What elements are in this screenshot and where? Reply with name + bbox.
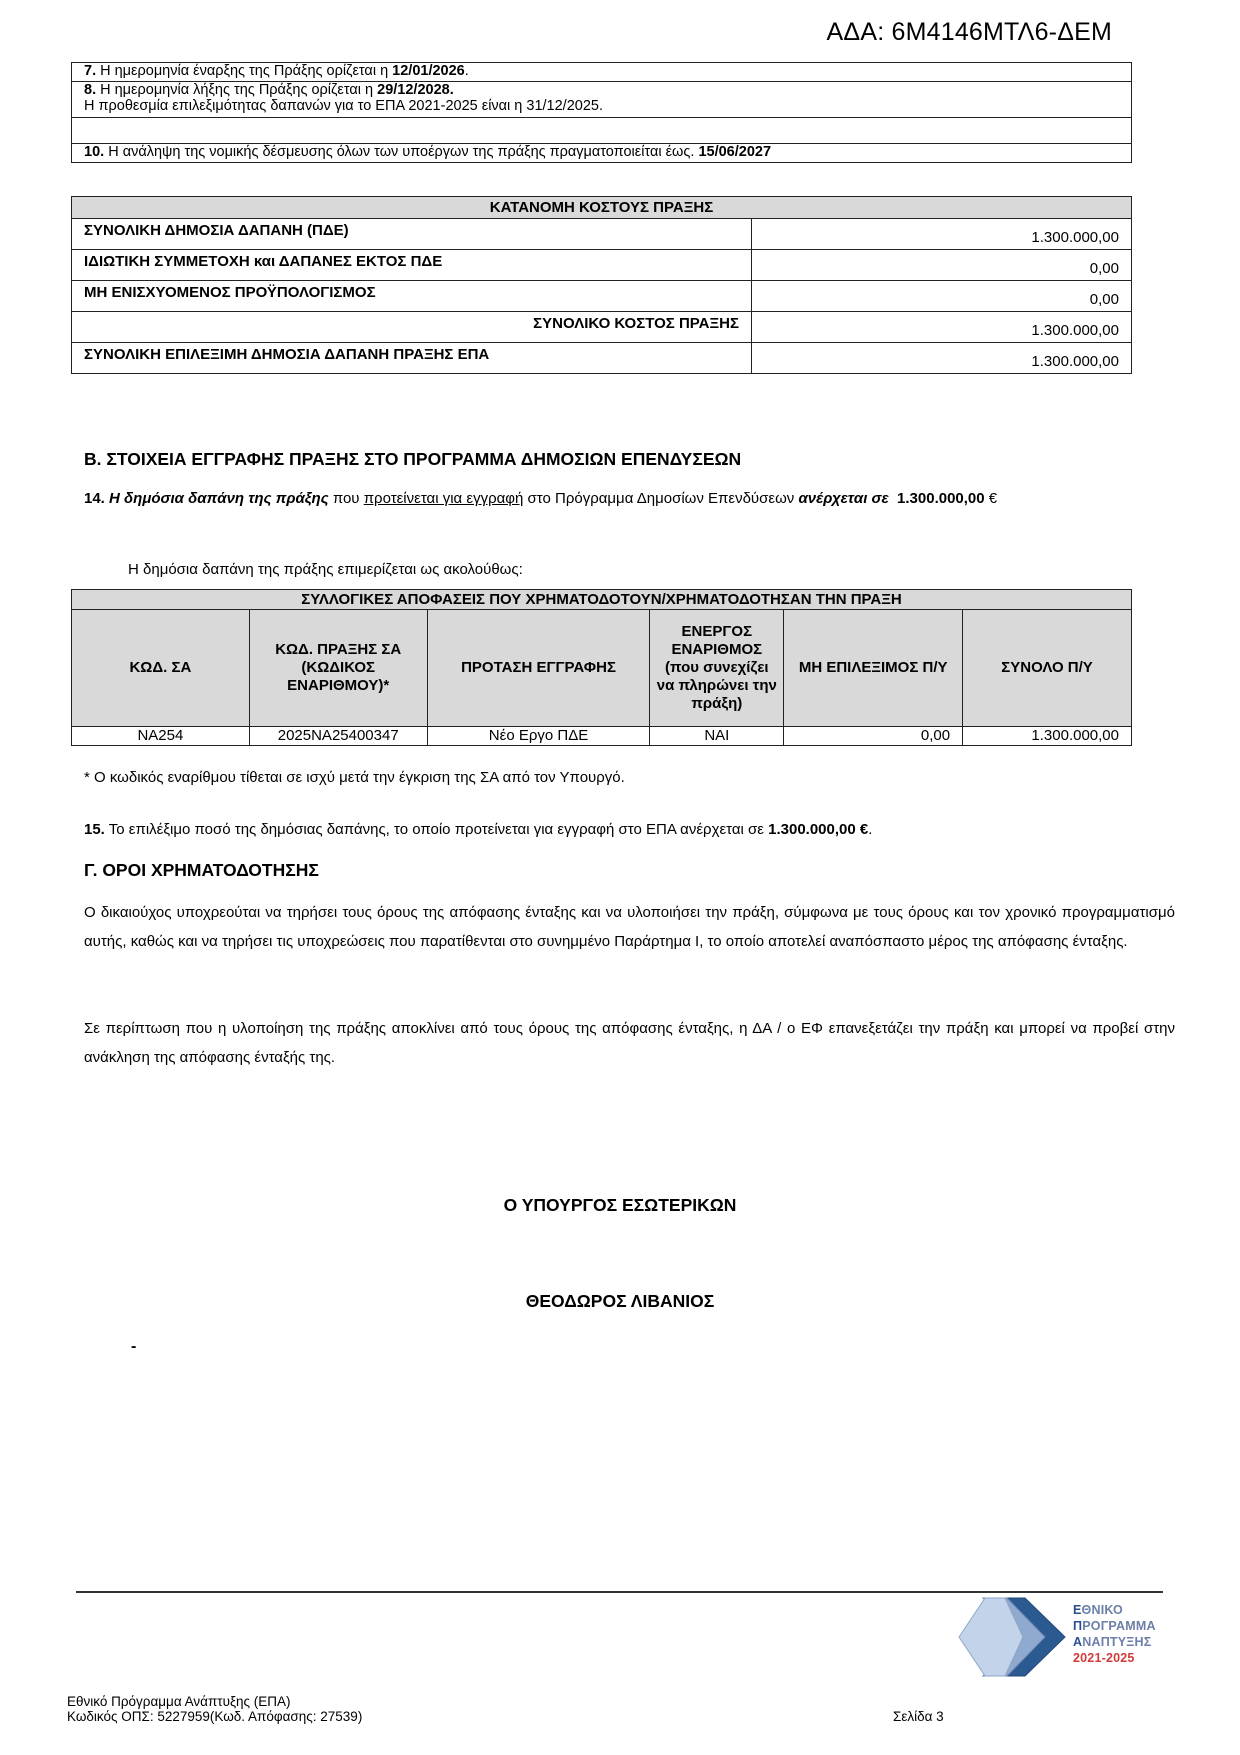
footer-program-name: Εθνικό Πρόγραμμα Ανάπτυξης (ΕΠΑ): [67, 1694, 291, 1709]
column-header: ΣΥΝΟΛΟ Π/Υ: [963, 610, 1132, 727]
section-b-title: Β. ΣΤΟΙΧΕΙΑ ΕΓΓΡΑΦΗΣ ΠΡΑΞΗΣ ΣΤΟ ΠΡΟΓΡΑΜΜΑ ΔΗΜΟΣΙΩΝ ΕΠΕΝΔΥΣΕΩΝ: [84, 449, 742, 469]
item-number: 7.: [84, 63, 97, 79]
cost-row: [72, 250, 1132, 281]
funding-table-header: [72, 610, 1132, 727]
cost-value: 1.300.000,00: [752, 343, 1132, 374]
cost-row: [72, 312, 1132, 343]
split-intro: Η δημόσια δαπάνη της πράξης επιμερίζεται ως ακολούθως:: [128, 561, 523, 578]
signatory-name: ΘΕΟΔΩΡΟΣ ΛΙΒΑΝΙΟΣ: [525, 1291, 715, 1311]
cost-label: ΣΥΝΟΛΙΚΗ ΔΗΜΟΣΙΑ ΔΑΠΑΝΗ (ΠΔΕ): [72, 219, 752, 250]
column-header: ΕΝΕΡΓΟΣ ΕΝΑΡΙΘΜΟΣ (που συνεχίζει να πληρώνει την πράξη): [650, 610, 784, 727]
ada-code: ΑΔΑ: 6Μ4146ΜΤΛ6-ΔΕΜ: [826, 18, 1112, 46]
column-header: ΠΡΟΤΑΣΗ ΕΓΓΡΑΦΗΣ: [427, 610, 650, 727]
epa-logo: [955, 1594, 1175, 1684]
item-8-row: 8. Η ημερομηνία λήξης της Πράξης ορίζεται η 29/12/2028. Η προθεσμία επιλεξιμότητας δαπανών για το ΕΠΑ 2021-2025 είναι η 31/12/2025.: [72, 82, 1132, 118]
footer-divider: [76, 1591, 1163, 1593]
item-15-paragraph: 15. Το επιλέξιμο ποσό της δημόσιας δαπάνης, το οποίο προτείνεται για εγγραφή στο ΕΠΑ ανέρχεται σε 1.300.000,00 €.: [84, 821, 873, 838]
cost-row: [72, 219, 1132, 250]
item-number: 10.: [84, 144, 105, 160]
cost-value: 1.300.000,00: [752, 312, 1132, 343]
cost-label: ΣΥΝΟΛΙΚΗ ΕΠΙΛΕΞΙΜΗ ΔΗΜΟΣΙΑ ΔΑΠΑΝΗ ΠΡΑΞΗΣ ΕΠΑ: [72, 343, 752, 374]
cost-label: ΣΥΝΟΛΙΚΟ ΚΟΣΤΟΣ ΠΡΑΞΗΣ: [72, 312, 752, 343]
funding-decisions-table: [71, 589, 1132, 746]
cost-table-title: ΚΑΤΑΝΟΜΗ ΚΟΣΤΟΥΣ ΠΡΑΞΗΣ: [72, 197, 1132, 219]
terms-paragraph-1: Ο δικαιούχος υποχρεούται να τηρήσει τους όρους της απόφασης ένταξης και να υλοποιήσει την πράξη, σύμφωνα με τους όρους και τον χρονικό προγραμματισμό αυτής, καθώς και να τηρήσει τις υποχρεώσεις που παρατίθενται στο συνημμένο Παράρτημα Ι, το οποίο αποτελεί αναπόσπαστο μέρος της απόφασης ένταξης.: [84, 904, 1175, 950]
eligibility-note: Η προθεσμία επιλεξιμότητας δαπανών για το ΕΠΑ 2021-2025 είναι η 31/12/2025.: [84, 98, 603, 114]
page-number: Σελίδα 3: [893, 1709, 944, 1724]
cost-label: ΜΗ ΕΝΙΣΧΥΟΜΕΝΟΣ ΠΡΟΫΠΟΛΟΓΙΣΜΟΣ: [72, 281, 752, 312]
cost-allocation-table: [71, 196, 1132, 374]
public-expenditure-amount: 1.300.000,00: [897, 490, 985, 507]
table-row: ΝΑ254 2025ΝΑ25400347 Νέο Εργο ΠΔΕ ΝΑΙ 0,00 1.300.000,00: [72, 727, 1132, 746]
section-c-title: Γ. ΟΡΟΙ ΧΡΗΜΑΤΟΔΟΤΗΣΗΣ: [84, 860, 319, 880]
dates-table: [71, 62, 1132, 163]
eligible-amount: 1.300.000,00 €: [768, 821, 869, 838]
column-header: ΚΩΔ. ΣΑ: [72, 610, 250, 727]
item-9-row-empty: [72, 118, 1132, 144]
footnote: * Ο κωδικός εναρίθμου τίθεται σε ισχύ μετά την έγκριση της ΣΑ από τον Υπουργό.: [84, 769, 625, 786]
column-header: ΚΩΔ. ΠΡΑΞΗΣ ΣΑ (ΚΩΔΙΚΟΣ ΕΝΑΡΙΘΜΟΥ)*: [249, 610, 427, 727]
cost-value: 0,00: [752, 250, 1132, 281]
footer-ops-code: Κωδικός ΟΠΣ: 5227959(Κωδ. Απόφασης: 27539): [67, 1709, 363, 1724]
cost-value: 1.300.000,00: [752, 219, 1132, 250]
funding-table-caption: ΣΥΛΛΟΓΙΚΕΣ ΑΠΟΦΑΣΕΙΣ ΠΟΥ ΧΡΗΜΑΤΟΔΟΤΟΥΝ/ΧΡΗΜΑΤΟΔΟΤΗΣΑΝ ΤΗΝ ΠΡΑΞΗ: [72, 590, 1132, 610]
end-date: 29/12/2028.: [377, 82, 454, 98]
chevrons-logo-icon: [955, 1594, 1070, 1680]
dash-mark: -: [131, 1338, 137, 1355]
logo-text: ΕΘΝΙΚΟ ΠΡΟΓΡΑΜΜΑ ΑΝΑΠΤΥΞΗΣ 2021-2025: [1073, 1603, 1156, 1665]
footer-left: [67, 1694, 362, 1724]
terms-paragraph-2: Σε περίπτωση που η υλοποίηση της πράξης αποκλίνει από τους όρους της απόφασης ένταξης, η ΔΑ / ο ΕΦ επανεξετάζει την πράξη και μπορεί να προβεί στην ανάκληση της απόφασης ένταξής της.: [84, 1020, 1175, 1066]
cost-row: [72, 281, 1132, 312]
cost-value: 0,00: [752, 281, 1132, 312]
signatory-title: Ο ΥΠΟΥΡΓΟΣ ΕΣΩΤΕΡΙΚΩΝ: [503, 1195, 737, 1215]
cost-row: [72, 343, 1132, 374]
item-7-row: 7. Η ημερομηνία έναρξης της Πράξης ορίζεται η 12/01/2026.: [72, 63, 1132, 82]
item-number: 8.: [84, 82, 97, 98]
start-date: 12/01/2026: [392, 63, 465, 79]
commitment-date: 15/06/2027: [698, 144, 772, 160]
column-header: ΜΗ ΕΠΙΛΕΞΙΜΟΣ Π/Υ: [784, 610, 963, 727]
cost-label: ΙΔΙΩΤΙΚΗ ΣΥΜΜΕΤΟΧΗ και ΔΑΠΑΝΕΣ ΕΚΤΟΣ ΠΔΕ: [72, 250, 752, 281]
item-10-row: 10. Η ανάληψη της νομικής δέσμευσης όλων των υποέργων της πράξης πραγματοποιείται έως. 15/06/2027: [72, 144, 1132, 163]
item-14-paragraph: 14. Η δημόσια δαπάνη της πράξης που προτείνεται για εγγραφή στο Πρόγραμμα Δημοσίων Επενδύσεων ανέρχεται σε 1.300.000,00 €: [84, 490, 998, 507]
